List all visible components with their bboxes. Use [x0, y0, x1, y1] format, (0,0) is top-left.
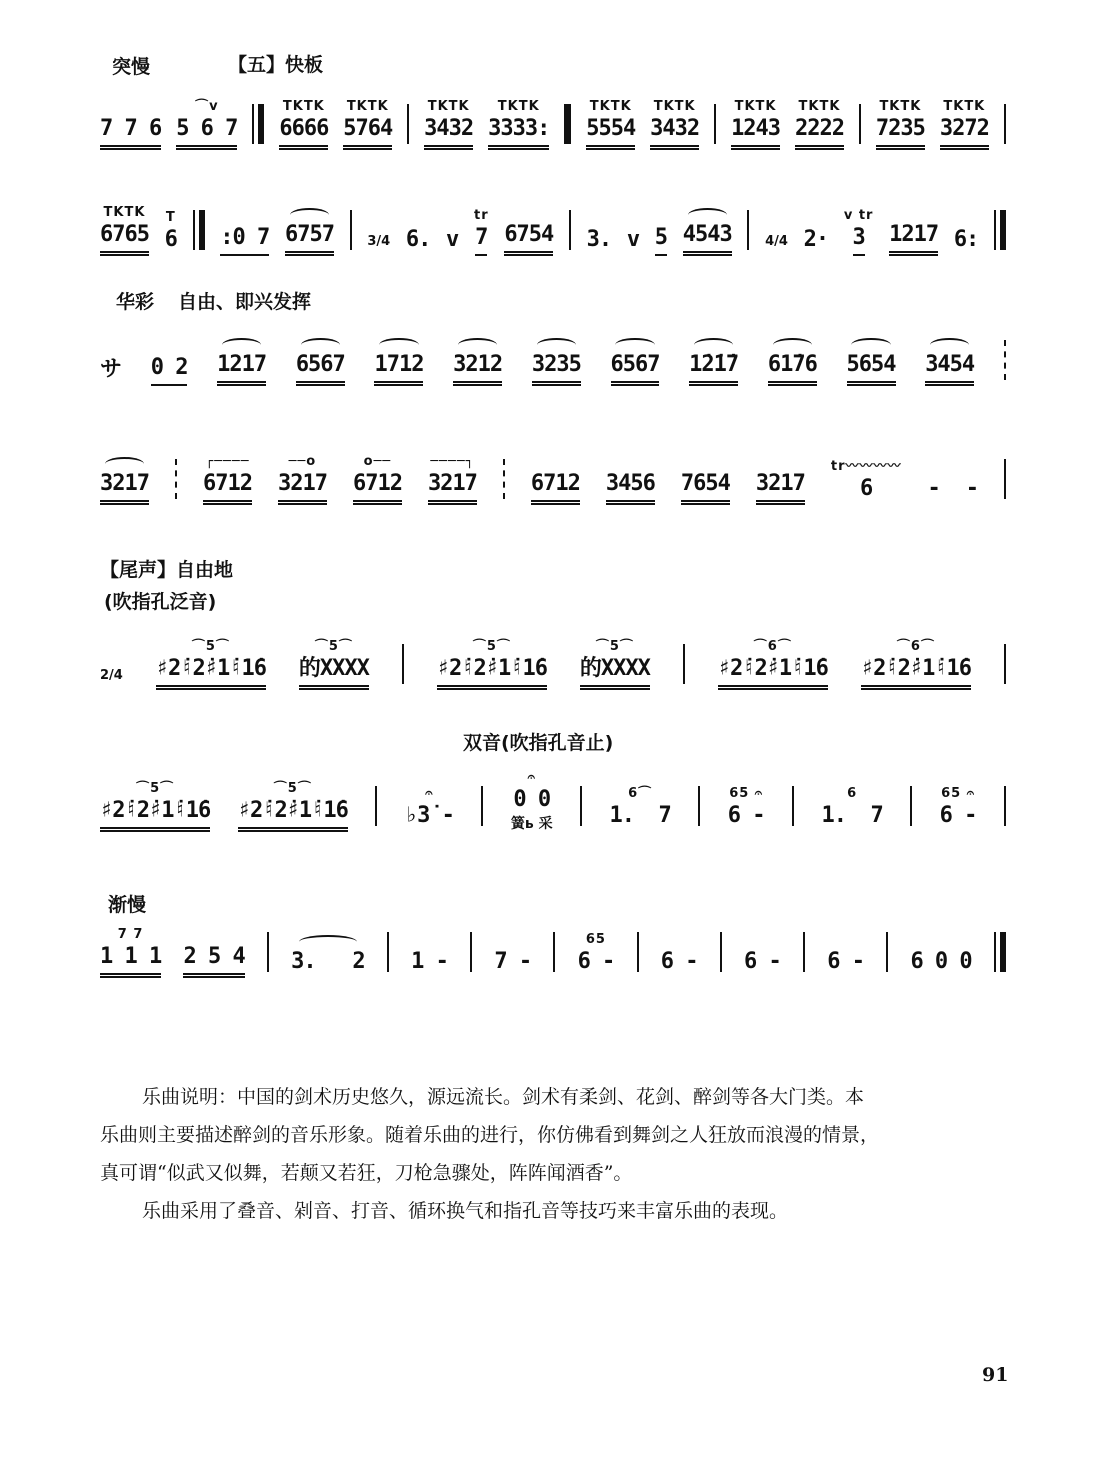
note-group: [847, 334, 896, 386]
note-text: 6666: [279, 116, 328, 150]
barline-single: [1004, 459, 1006, 499]
note-group: [718, 638, 828, 690]
articulation-mark: TKTK: [497, 99, 540, 114]
note-group: [531, 453, 580, 505]
note-group: [299, 638, 369, 690]
note-text: 6 -: [577, 949, 615, 974]
note-text: 1. 7: [821, 803, 883, 828]
note-text: 6 -: [660, 949, 698, 974]
note-text: 1217: [217, 352, 266, 386]
articulation-mark: 6⌒: [628, 786, 653, 801]
articulation-mark: 7 7: [117, 927, 144, 942]
description-line: 乐曲则主要描述醉剑的音乐形象。随着乐曲的进行，你仿佛看到舞剑之人狂放而浪漫的情景，: [100, 1124, 880, 1146]
note-group: [183, 926, 244, 978]
note-text: :0 7: [220, 225, 269, 256]
barline-single: [637, 932, 639, 972]
note-group: [437, 638, 547, 690]
note-group: [940, 98, 989, 150]
note-text: 7 -: [494, 949, 532, 974]
note-text: 61̇76: [768, 352, 817, 386]
note-group: [453, 334, 502, 386]
note-group: [291, 931, 364, 978]
articulation-mark: T: [165, 210, 176, 225]
note-group: [925, 334, 974, 386]
note-group: [627, 209, 639, 256]
note-group: [203, 453, 252, 505]
note-text: 6 -: [727, 803, 765, 828]
barline-single: [580, 786, 582, 826]
barline-dashed: [175, 459, 177, 499]
staff-line: [100, 435, 1006, 505]
articulation-mark: 𝄐: [425, 786, 434, 801]
note-group: [768, 334, 817, 386]
note-group: [578, 931, 615, 978]
note-text: 1 -: [411, 949, 448, 974]
staff-line: [100, 620, 1006, 690]
note-group: [966, 458, 978, 505]
articulation-mark: ⌒5⌒: [273, 781, 312, 796]
barline-single: [375, 786, 377, 826]
note-group: [405, 785, 454, 832]
articulation-mark: TKTK: [103, 205, 146, 220]
barline-single: [683, 644, 685, 684]
note-group: [661, 931, 698, 978]
articulation-mark: TKTK: [879, 99, 922, 114]
time-signature: 3/4: [367, 234, 391, 249]
note-text: 5764: [343, 116, 392, 150]
coda-heading: 【尾声】自由地: [100, 559, 234, 581]
note-text: 3212: [453, 352, 502, 386]
note-text: 3217: [428, 471, 477, 505]
note-text: -: [927, 476, 940, 501]
slur-arc: [688, 208, 727, 222]
slur-arc: [299, 935, 358, 949]
note-text: 7 7 6: [100, 116, 161, 150]
page-number: 91: [982, 1364, 1009, 1386]
note-group: [411, 931, 448, 978]
note-group: [795, 98, 844, 150]
section-five-heading: 【五】快板: [228, 54, 324, 76]
articulation-mark: TKTK: [346, 99, 389, 114]
barline-single: [1004, 104, 1006, 144]
slur-arc: [301, 338, 340, 352]
note-group: [428, 453, 477, 505]
note-text: 1 1 1: [100, 944, 161, 978]
articulation-mark: 65 𝄐: [941, 786, 975, 801]
note-text: 5554: [586, 116, 635, 150]
note-group: [611, 334, 660, 386]
staff-line: [100, 186, 1006, 256]
barline-double: [252, 104, 264, 144]
note-text: 3456: [606, 471, 655, 505]
time-signature: 4/4: [765, 234, 788, 249]
note-group: [511, 769, 553, 832]
note-group: [610, 785, 671, 832]
note-text: 6712: [203, 471, 252, 505]
note-group: [100, 926, 161, 978]
note-text: 1̇2̇1̇7: [689, 352, 738, 386]
note-text: 1. 7: [609, 803, 671, 828]
barline-single: [859, 104, 861, 144]
note-group: [100, 98, 161, 150]
articulation-mark: ⌒5⌒: [191, 639, 230, 654]
note-group: [424, 98, 473, 150]
barline-single: [698, 786, 700, 826]
note-group: [353, 453, 402, 505]
note-text: v: [446, 227, 459, 252]
barline-single: [481, 786, 483, 826]
slur-arc: [222, 338, 261, 352]
note-text: 6 0 0: [910, 949, 972, 974]
note-text: 6: [164, 227, 177, 252]
barline-single: [747, 210, 749, 250]
note-text: サ: [100, 357, 122, 382]
articulation-mark: ──o: [288, 454, 317, 469]
note-text: 5 6 7: [176, 116, 237, 150]
note-group: [278, 453, 327, 505]
note-group: [861, 638, 971, 690]
note-group: [587, 209, 612, 256]
note-group: [532, 334, 581, 386]
slur-arc: [930, 338, 969, 352]
note-group: [954, 209, 979, 256]
note-text: 2 5 4: [183, 944, 244, 978]
articulation-mark: tr: [473, 208, 489, 223]
coda-technique-note: (吹指孔泛音): [104, 591, 217, 613]
slur-arc: [773, 338, 812, 352]
note-group: [889, 204, 938, 256]
staff-line: [100, 80, 1006, 150]
note-group: [474, 207, 489, 256]
note-text: 6.: [405, 227, 431, 252]
note-text: 2·: [803, 227, 829, 252]
time-signature: 2/4: [100, 668, 123, 683]
note-group: [176, 98, 237, 150]
barline-single: [267, 932, 269, 972]
note-text: 2222: [795, 116, 844, 150]
barline-single: [886, 932, 888, 972]
note-group: [650, 98, 699, 150]
articulation-mark: tr〰〰〰〰: [830, 459, 902, 474]
slur-arc: [105, 457, 144, 471]
note-text: ♯2̇♮2̇♯1̇♮1̇6: [861, 656, 971, 690]
note-text: 3432: [424, 116, 473, 150]
slur-arc: [290, 208, 329, 222]
note-text: 1217: [889, 222, 938, 256]
note-text: 6 -: [744, 949, 781, 974]
note-group: [804, 209, 829, 256]
note-text: 3432: [650, 116, 699, 150]
slur-arc: [694, 338, 733, 352]
barline-double: [193, 210, 205, 250]
note-group: [238, 780, 348, 832]
note-group: [683, 204, 732, 256]
note-text: ♯2̇♮2̇♯1̇♮1̇6: [100, 798, 210, 832]
note-text: 6754: [504, 222, 553, 256]
note-group: [655, 207, 667, 256]
note-group: [220, 207, 269, 256]
barline-single: [1004, 786, 1006, 826]
articulation-mark: ⌒6⌒: [753, 639, 792, 654]
staff-line: [100, 752, 1006, 832]
barline-single: [803, 932, 805, 972]
note-text: 3: [853, 225, 865, 256]
note-text: 3333:: [488, 116, 549, 150]
barline-single: [792, 786, 794, 826]
note-group: [504, 204, 553, 256]
note-group: [827, 931, 864, 978]
note-text: 6 -: [939, 803, 977, 828]
barline-single: [910, 786, 912, 826]
note-text: 0 0: [513, 787, 551, 812]
note-group: [446, 209, 458, 256]
note-group: [831, 458, 902, 505]
articulation-mark: TKTK: [282, 99, 325, 114]
note-group: [928, 458, 940, 505]
articulation-mark: TKTK: [734, 99, 777, 114]
note-text: 6 -: [827, 949, 864, 974]
slur-arc: [615, 338, 654, 352]
note-text: 7654: [681, 471, 730, 505]
articulation-mark: ⌒5⌒: [595, 639, 634, 654]
note-text: 的XXXX: [580, 656, 650, 690]
double-tone-label: 双音(吹指孔音止): [463, 732, 614, 754]
barline-single: [720, 932, 722, 972]
staff-line: [100, 316, 1006, 386]
slur-arc: [458, 338, 497, 352]
note-text: 1243: [731, 116, 780, 150]
articulation-mark: TKTK: [943, 99, 986, 114]
barline-single: [553, 932, 555, 972]
barline-dashed: [1004, 340, 1006, 380]
barline-single: [350, 210, 352, 250]
note-group: [606, 453, 655, 505]
note-text: v: [626, 227, 640, 252]
note-text: 6712: [531, 471, 580, 505]
note-group: [910, 931, 971, 978]
articulation-mark: v tr: [843, 208, 874, 223]
articulation-mark: 6: [847, 786, 858, 801]
note-text: ♯2̇♮2̇♯1̇♮1̇6: [718, 656, 828, 690]
barline-single: [402, 644, 404, 684]
articulation-mark: o──: [363, 454, 392, 469]
note-group: [100, 453, 149, 505]
note-group: [217, 334, 266, 386]
note-group: [100, 204, 149, 256]
note-text: 3.: [586, 227, 612, 252]
note-text: -: [965, 476, 978, 501]
note-group: [940, 785, 977, 832]
articulation-mark: ┌────: [205, 454, 250, 469]
note-text: 6712: [353, 471, 402, 505]
note-group: [374, 334, 423, 386]
articulation-mark: TKTK: [589, 99, 632, 114]
note-group: [165, 209, 177, 256]
articulation-mark: ⌒5⌒: [472, 639, 511, 654]
articulation-mark: TKTK: [798, 99, 841, 114]
note-text: 6765: [100, 222, 149, 256]
note-text: 3217: [100, 471, 149, 505]
note-text: 3454: [925, 352, 974, 386]
note-text: 1712: [374, 352, 423, 386]
barline-double: [994, 210, 1006, 250]
note-group: [744, 931, 781, 978]
note-text: 5654: [847, 352, 896, 386]
note-group: [821, 785, 882, 832]
cadenza-description: 自由、即兴发挥: [178, 291, 312, 313]
note-text: 7: [475, 225, 487, 256]
articulation-mark: TKTK: [653, 99, 696, 114]
note-text: 6: [860, 476, 873, 501]
note-text: 6567: [296, 352, 345, 386]
note-group: [731, 98, 780, 150]
barline-single: [1004, 644, 1006, 684]
barline-single: [714, 104, 716, 144]
articulation-mark: ⌒v: [195, 99, 219, 114]
note-text: 5: [655, 225, 667, 256]
barline-double: [994, 932, 1006, 972]
articulation-mark: 65 𝄐: [729, 786, 764, 801]
note-text: 的XXXX: [299, 656, 369, 690]
tempo-gradually-slow: 渐慢: [108, 894, 147, 916]
note-group: [100, 339, 121, 386]
note-group: [488, 98, 549, 150]
note-group: [844, 207, 874, 256]
note-text: 3. 2: [291, 949, 365, 974]
barline-thick: [564, 104, 571, 144]
note-group: [580, 638, 650, 690]
note-text: 3217: [278, 471, 327, 505]
note-text: 0 2: [151, 355, 188, 386]
articulation-mark: TKTK: [427, 99, 470, 114]
note-group: [151, 337, 188, 386]
note-text: 3272: [940, 116, 989, 150]
barline-single: [470, 932, 472, 972]
barline-dashed: [503, 459, 505, 499]
articulation-mark: ⌒5⌒: [136, 781, 175, 796]
barline-single: [569, 210, 571, 250]
note-group: [876, 98, 925, 150]
articulation-mark: 65: [585, 932, 606, 947]
description-line: 真可谓“似武又似舞，若颠又若狂，刀枪急骤处，阵阵闻酒香”。: [100, 1162, 633, 1184]
note-group: [728, 785, 765, 832]
tempo-sudden-slow: 突慢: [112, 56, 151, 78]
note-text: 3235: [532, 352, 581, 386]
description-line: 乐曲说明：中国的剑术历史悠久，源远流长。剑术有柔剑、花剑、醉剑等各大门类。本: [142, 1086, 865, 1108]
note-text: 6:: [953, 227, 979, 252]
note-text: ♭3̇ -: [404, 803, 454, 828]
note-group: [494, 931, 531, 978]
note-text: ♯2̇♮2̇♯1̇♮1̇6: [238, 798, 348, 832]
note-group: [689, 334, 738, 386]
note-group: [296, 334, 345, 386]
staff-line: [100, 908, 1006, 978]
barline-single: [387, 932, 389, 972]
note-text: ♯2̇♮2̇♯1̇♮1̇6: [437, 656, 547, 690]
description-line: 乐曲采用了叠音、剁音、打音、循环换气和指孔音等技巧来丰富乐曲的表现。: [142, 1200, 789, 1222]
note-group: [586, 98, 635, 150]
slur-arc: [851, 338, 890, 352]
slur-arc: [537, 338, 576, 352]
note-text: 7235: [876, 116, 925, 150]
note-group: [756, 453, 805, 505]
articulation-mark: 𝄐: [527, 770, 536, 785]
note-group: [100, 780, 210, 832]
articulation-mark: ⌒5⌒: [314, 639, 353, 654]
articulation-mark: ────┐: [430, 454, 475, 469]
note-text: ♯2̇♮2̇♯1̇♮1̇6: [156, 656, 266, 690]
note-group: [156, 638, 266, 690]
articulation-mark: ⌒6⌒: [896, 639, 935, 654]
note-group: [285, 204, 334, 256]
technique-annotation: 簧ь 采: [510, 816, 553, 832]
slur-arc: [379, 338, 418, 352]
note-text: 4543: [683, 222, 732, 256]
note-text: 6567: [611, 352, 660, 386]
description-paragraph: [100, 1078, 1012, 1230]
note-group: [279, 98, 328, 150]
cadenza-label: 华彩: [116, 291, 155, 313]
note-text: 6757: [285, 222, 334, 256]
note-text: 3217: [756, 471, 805, 505]
note-group: [343, 98, 392, 150]
barline-single: [407, 104, 409, 144]
note-group: [681, 453, 730, 505]
note-group: [406, 209, 431, 256]
